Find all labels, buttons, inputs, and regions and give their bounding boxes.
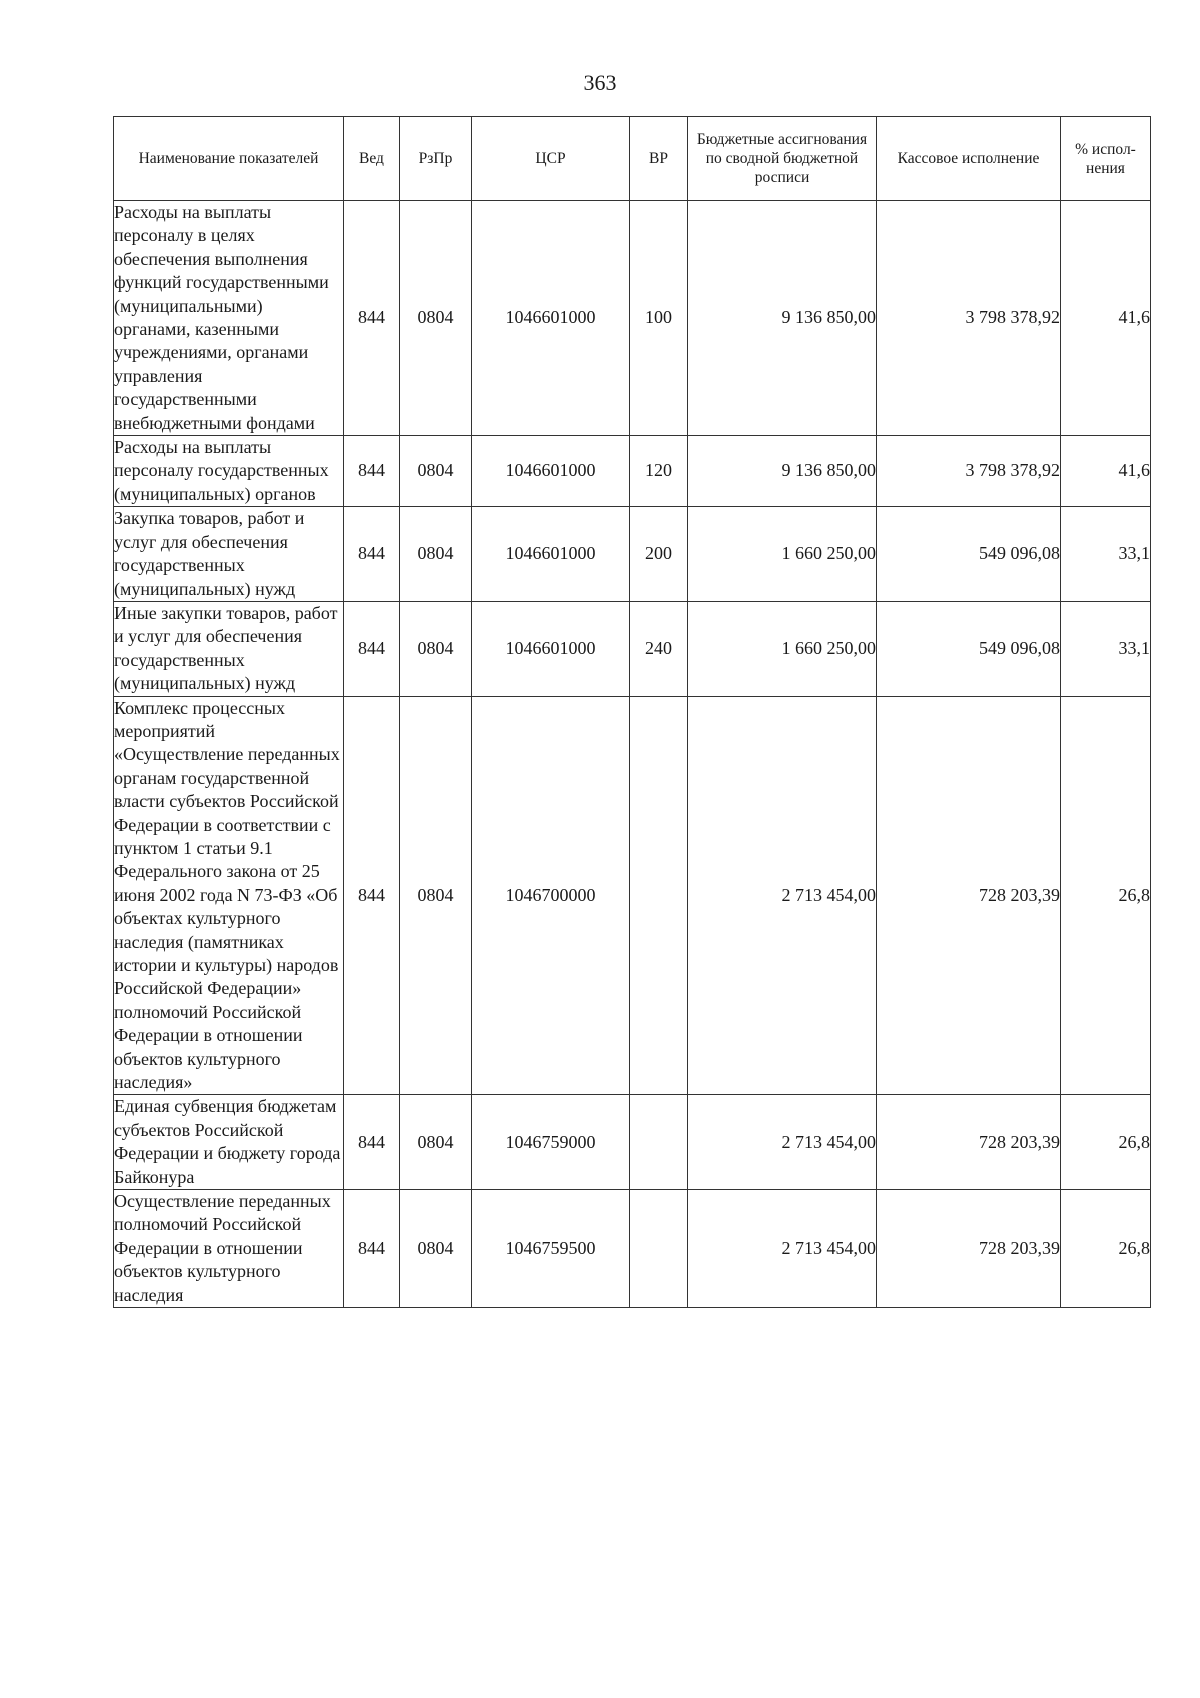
table-row [114,1190,1151,1308]
row-vr: 100 [630,201,688,436]
row-percent: 41,6 [1061,436,1151,507]
row-csr: 1046601000 [472,601,630,696]
row-vr [630,1095,688,1190]
row-percent: 41,6 [1061,201,1151,436]
row-budget: 9 136 850,00 [688,436,877,507]
header-csr: ЦСР [472,117,630,201]
row-vr: 120 [630,436,688,507]
row-rzpr: 0804 [400,201,472,436]
budget-table [113,116,1151,1308]
row-percent: 26,8 [1061,1190,1151,1308]
row-cash: 728 203,39 [877,696,1061,1095]
header-ved: Вед [344,117,400,201]
table-row [114,601,1151,696]
row-vr [630,696,688,1095]
table-header-row [114,117,1151,201]
table-row [114,201,1151,436]
page-number: 363 [583,70,617,95]
row-name: Закупка товаров, работ и услуг для обеспечения государственных (муниципальных) нужд [114,507,344,602]
row-rzpr: 0804 [400,696,472,1095]
table-row [114,507,1151,602]
row-percent: 26,8 [1061,696,1151,1095]
row-budget: 1 660 250,00 [688,601,877,696]
row-csr: 1046601000 [472,201,630,436]
row-percent: 33,1 [1061,507,1151,602]
table-row [114,696,1151,1095]
row-ved: 844 [344,201,400,436]
row-percent: 33,1 [1061,601,1151,696]
row-cash: 728 203,39 [877,1095,1061,1190]
row-rzpr: 0804 [400,601,472,696]
header-cash: Кассовое исполнение [877,117,1061,201]
row-cash: 728 203,39 [877,1190,1061,1308]
row-rzpr: 0804 [400,436,472,507]
header-name: Наименование показателей [114,117,344,201]
header-vr: ВР [630,117,688,201]
row-ved: 844 [344,507,400,602]
header-percent: % испол-нения [1061,117,1151,201]
row-vr: 200 [630,507,688,602]
table-row [114,436,1151,507]
table-row [114,1095,1151,1190]
row-ved: 844 [344,601,400,696]
row-budget: 1 660 250,00 [688,507,877,602]
row-cash: 3 798 378,92 [877,436,1061,507]
row-rzpr: 0804 [400,1190,472,1308]
row-vr [630,1190,688,1308]
row-csr: 1046759000 [472,1095,630,1190]
row-vr: 240 [630,601,688,696]
row-budget: 9 136 850,00 [688,201,877,436]
row-ved: 844 [344,1190,400,1308]
row-name: Комплекс процессных мероприятий «Осуществление переданных органам государственной власти субъектов Российской Федерации в соответствии с пунктом 1 статьи 9.1 Федерального закона от 25 июня 2002 года N 73-ФЗ «Об объектах культурного наследия (памятниках истории и культуры) народов Российской Федерации» полномочий Российской Федерации в отношении объектов культурного наследия» [114,696,344,1095]
row-cash: 3 798 378,92 [877,201,1061,436]
row-csr: 1046700000 [472,696,630,1095]
row-csr: 1046601000 [472,507,630,602]
row-name: Единая субвенция бюджетам субъектов Российской Федерации и бюджету города Байконура [114,1095,344,1190]
row-cash: 549 096,08 [877,507,1061,602]
header-budget: Бюджетные ассигнования по сводной бюджетной росписи [688,117,877,201]
row-name: Расходы на выплаты персоналу в целях обеспечения выполнения функций государственными (муниципальными) органами, казенными учреждениями, органами управления государственными внебюджетными фондами [114,201,344,436]
row-name: Осуществление переданных полномочий Российской Федерации в отношении объектов культурного наследия [114,1190,344,1308]
row-ved: 844 [344,436,400,507]
row-percent: 26,8 [1061,1095,1151,1190]
row-ved: 844 [344,1095,400,1190]
row-name: Расходы на выплаты персоналу государственных (муниципальных) органов [114,436,344,507]
row-ved: 844 [344,696,400,1095]
row-budget: 2 713 454,00 [688,1190,877,1308]
row-cash: 549 096,08 [877,601,1061,696]
row-csr: 1046759500 [472,1190,630,1308]
row-rzpr: 0804 [400,1095,472,1190]
row-budget: 2 713 454,00 [688,1095,877,1190]
row-rzpr: 0804 [400,507,472,602]
header-rzpr: РзПр [400,117,472,201]
row-budget: 2 713 454,00 [688,696,877,1095]
row-name: Иные закупки товаров, работ и услуг для обеспечения государственных (муниципальных) нужд [114,601,344,696]
row-csr: 1046601000 [472,436,630,507]
